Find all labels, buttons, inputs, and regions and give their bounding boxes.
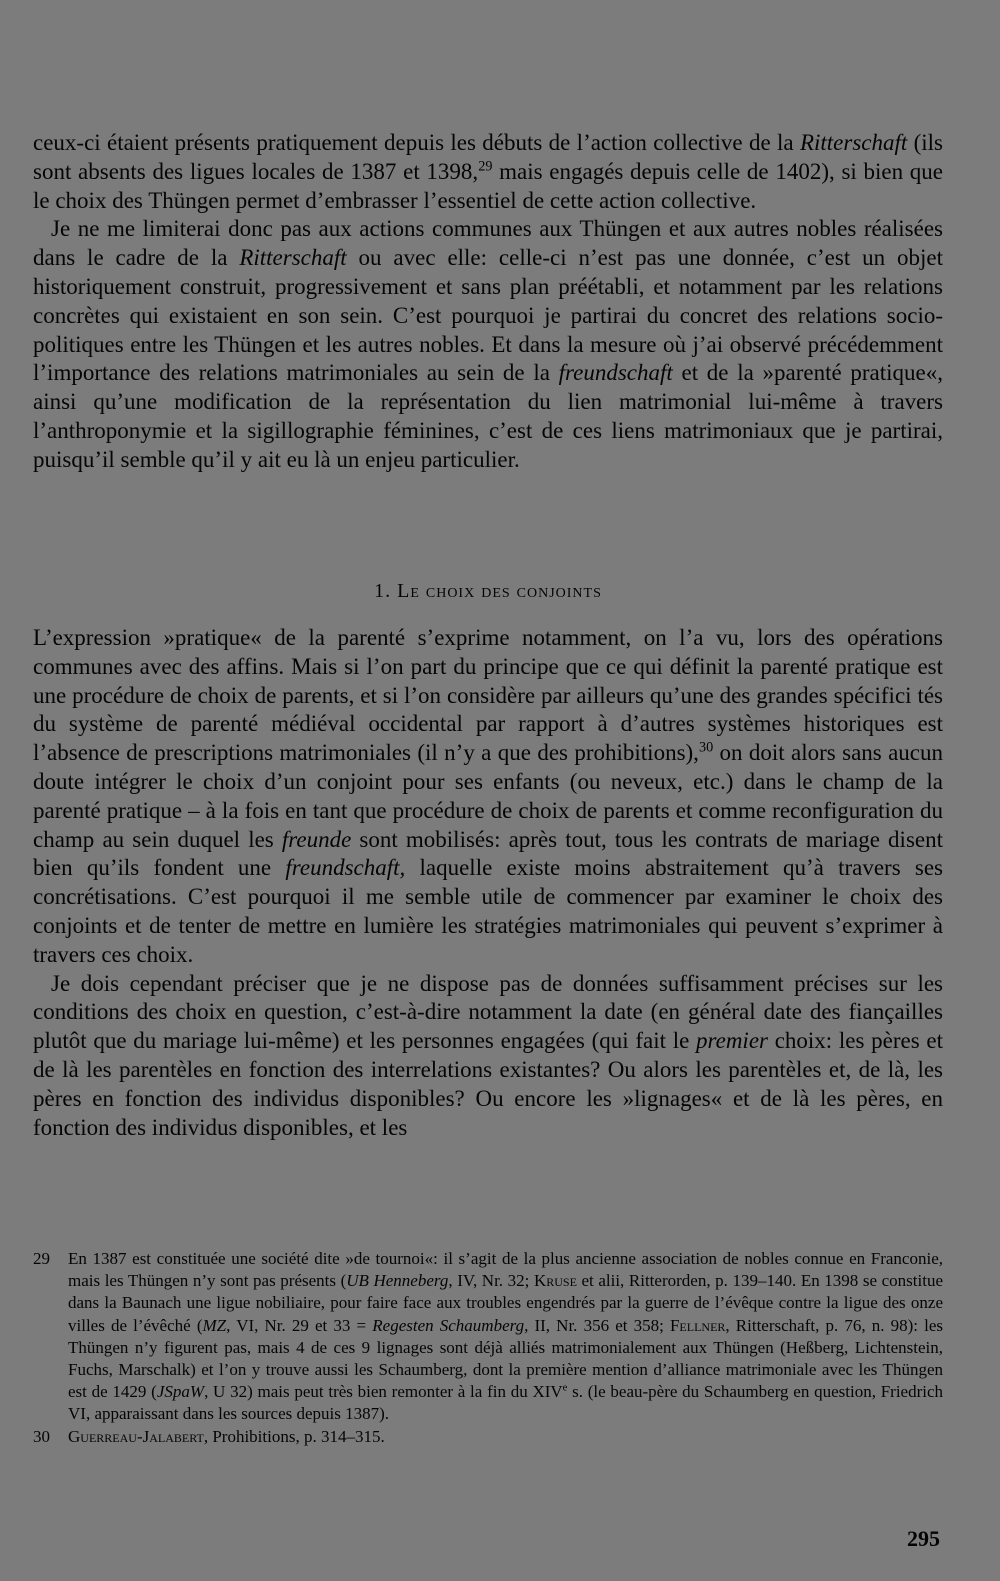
text: , Prohibitions, p. 314–315. [203, 1426, 385, 1446]
italic-term: freundschaft, [285, 855, 406, 881]
italic-term: premier [696, 1028, 768, 1054]
footnote-30 [33, 1426, 943, 1448]
text: , Ritterschaft, p. 76, n. 98): les Thüngen n’y figurent pas, mais 4 de ces 9 lignages sont déjà alliés matrimonialement aux Thüngen (Heßberg, Lichtenstein, Fuchs, Marschalk) et l’on y trouve aussi les Schaumberg, dont la première mention d’alliance matrimoniale avec les Thüngen est de 1429 ( [68, 1315, 943, 1402]
text: et alii, Ritterorden, p. 139–140. En 1398 se constitue dans la Baunach une ligue nobiliaire, pour faire face aux troubles engendrés par la guerre de l’évêque contre la ligue des onze villes de l’évêché ( [68, 1271, 943, 1335]
author-name: Guerreau-Jalabert [68, 1426, 204, 1446]
author-name: Fellner [669, 1315, 726, 1335]
text: ou avec elle: celle-ci n’est pas une donnée, c’est un objet historiquement construit, progressivement et sans plan préétabli, et notamment par les relations concrètes qui existaient en son sein. C’est pourquoi je partirai du concret des relations socio-politiques entre les Thüngen et les autres nobles. Et dans la mesure où j’ai observé précédemment l’importance des relations matrimoniales au sein de la [33, 245, 943, 386]
footnote-ref-30[interactable]: 30 [698, 739, 714, 756]
footnote-text [68, 1248, 943, 1426]
text: mais engagés depuis celle de 1402), si bien que le choix des Thüngen permet d’embrasser l’essentiel de cette action collective. [33, 158, 943, 213]
superscript: e [562, 1382, 568, 1394]
text: sont mobilisés: après tout, tous les contrats de mariage disent bien qu’ils fondent une [33, 826, 943, 881]
section-heading: 1. Le choix des conjoints [374, 580, 602, 602]
footnotes [33, 1248, 943, 1448]
text: , II, Nr. 356 et 358; [524, 1315, 670, 1335]
text: Je ne me limiterai donc pas aux actions communes aux Thüngen et aux autres nobles réalisées dans le cadre de la [33, 216, 943, 271]
italic-term: Ritterschaft [239, 245, 347, 271]
text: s. (le beau-père du Schaumberg en question, Friedrich VI, apparaissant dans les sources depuis 1387). [68, 1382, 944, 1424]
text: , VI, Nr. 29 et 33 = [226, 1315, 373, 1335]
text: laquelle existe moins abstraitement qu’à travers ses concrétisations. C’est pourquoi il me semble utile de commencer par examiner le choix des conjoints et de tenter de mettre en lumière les stratégies matrimoniales qui peuvent s’exprimer à travers ces choix. [33, 855, 943, 967]
italic-term: freundschaft [558, 360, 673, 386]
text: , IV, Nr. 32; [448, 1271, 534, 1291]
paragraph-1 [33, 129, 943, 215]
text: (ils sont absents des ligues locales de 1387 et 1398, [33, 130, 944, 184]
footnote-ref-29[interactable]: 29 [478, 158, 493, 175]
italic-ref: JSpaW [156, 1382, 205, 1402]
page-number: 295 [907, 1526, 940, 1551]
body-text-section [33, 624, 943, 1142]
paragraph-2 [33, 215, 943, 474]
italic-term: freunde [281, 826, 352, 852]
italic-ref: UB Henneberg [346, 1271, 449, 1291]
footnote-number: 29 [33, 1249, 50, 1268]
text: Je dois cependant préciser que je ne dispose pas de données suffisamment précises sur les conditions des choix en question, c’est-à-dire notamment la date (en général date des fiançailles plutôt que du mariage lui-même) et les personnes engagées (qui fait le [33, 970, 943, 1054]
text: , U 32) mais peut très bien remonter à la fin du XIV [204, 1382, 563, 1402]
text: choix: les pères et de là les parentèles en fonction des interrelations existantes? Ou alors les parentèles et, de là, les pères en fonction des individus disponibles? Ou encore les »lignages« et de là les pères, en fonction des individus disponibles, et les [33, 1028, 943, 1140]
text: et de la »parenté pratique«, ainsi qu’une modification de la représentation du lien matrimonial lui-même à travers l’anthroponymie et la sigillographie féminines, c’est de ces liens matrimoniaux que je partirai, puisqu’il semble qu’il y ait eu là un enjeu particulier. [33, 360, 943, 472]
text: En 1387 est constituée une société dite »de tournoi«: il s’agit de la plus ancienne association de nobles connue en Franconie, mais les Thüngen n’y sont pas présents ( [68, 1249, 943, 1291]
italic-term: Ritterschaft [799, 130, 908, 155]
footnote-number: 30 [33, 1426, 50, 1446]
body-text [33, 129, 943, 475]
footnote-29 [33, 1248, 943, 1426]
text: ceux-ci étaient présents pratiquement depuis les débuts de l’action collective de la [33, 130, 800, 155]
paragraph-3 [33, 624, 943, 970]
paragraph-4 [33, 970, 943, 1143]
author-name: Kruse [533, 1271, 577, 1291]
footnote-text [68, 1426, 943, 1448]
italic-ref: MZ [202, 1315, 227, 1335]
italic-ref: Regesten Schaumberg [372, 1315, 525, 1335]
text: L’expression »pratique« de la parenté s’exprime notamment, on l’a vu, lors des opérations communes avec des affins. Mais si l’on part du principe que ce qui définit la parenté pratique est une procédure de choix de parents, et si l’on considère par ailleurs qu’une des grandes spécifici tés du système de parenté médiéval occidental par rapport à d’autres systèmes historiques est l’absence de prescriptions matrimoniales (il n’y a que des prohibitions), [33, 625, 943, 766]
text: on doit alors sans aucun doute intégrer le choix d’un conjoint pour ses enfants (ou neveux, etc.) dans le champ de la parenté pratique – à la fois en tant que procédure de choix de parents et comme reconfiguration du champ au sein duquel les [33, 740, 944, 852]
